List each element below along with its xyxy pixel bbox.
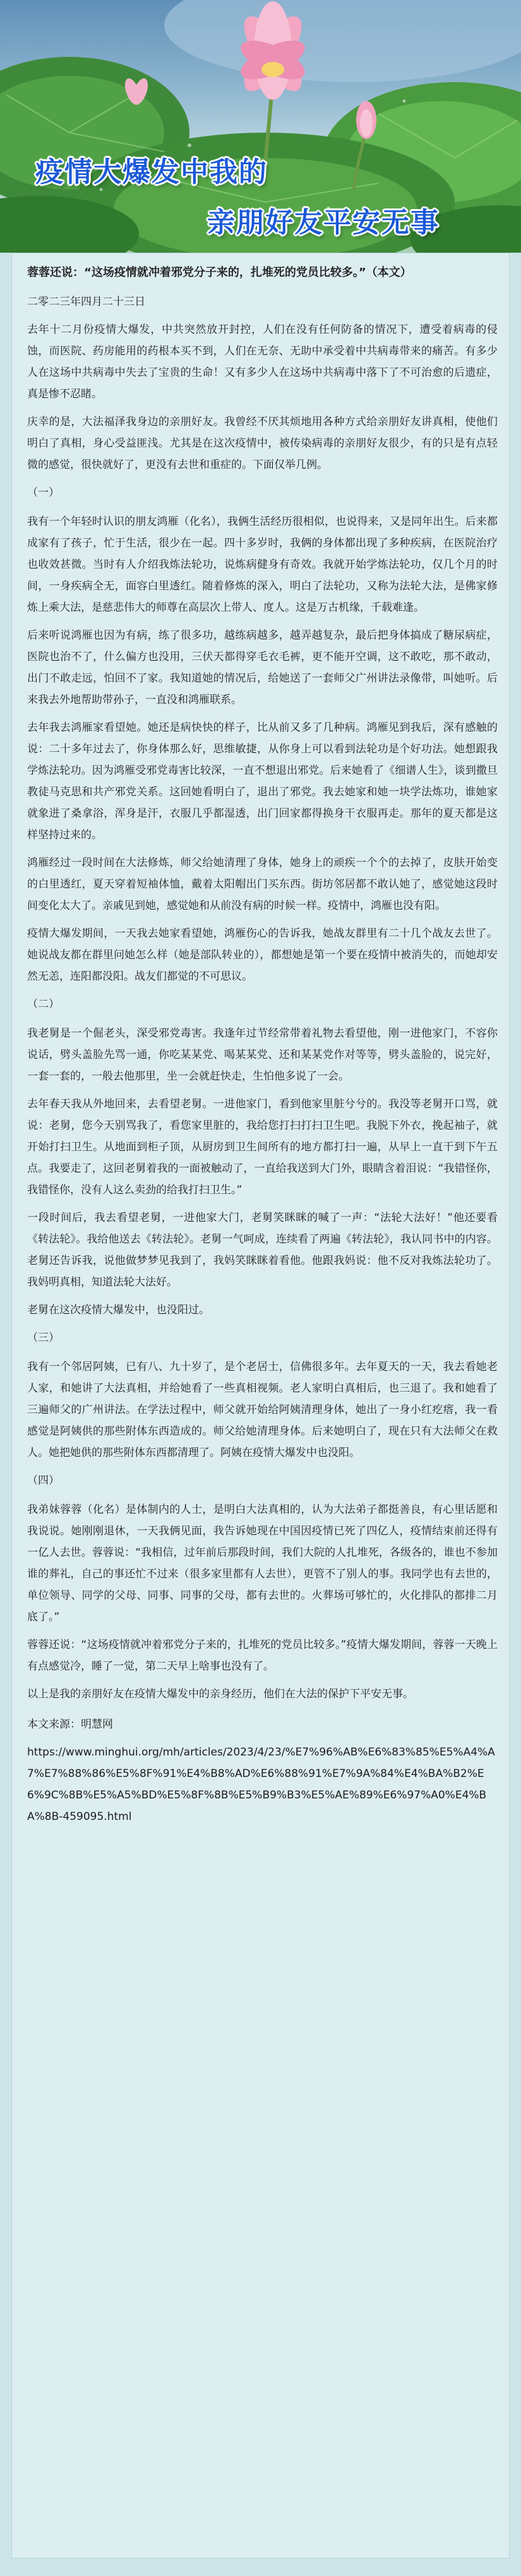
- section-heading: （四）: [27, 1474, 59, 1487]
- body-paragraph: 一段时间后，我去看望老舅，一进他家大门，老舅笑眯眯的喊了一声：“法轮大法好！”他还要看《转法轮》。我给他送去《转法轮》。老舅一气呵成，连续看了两遍《转法轮》，我认同书中的内容。老舅还告诉我，说他做梦梦见我到了，我妈笑眯眯着看他。他跟我妈说：他不反对我炼法轮功了。我妈明真相，知道法轮大法好。: [27, 1212, 498, 1289]
- body-paragraph: 去年我去鸿雁家看望她。她还是病快快的样子，比从前又多了几种病。鸿雁见到我后，深有感触的说：二十多年过去了，你身体那么好，思维敏捷，从你身上可以看到法轮功是个好功法。她想跟我学炼法轮功。因为鸿雁受邪党毒害比较深，一直不想退出邪党。后来她看了《细谱人生》，谈到撒旦教徒马克思和共产邪党关系。这回她看明白了，退出了邪党。我去她家和她一块学法炼功，谁她家就象进了桑拿浴，浑身是汗，衣服几乎都湿透，出门回家都得换身干衣服再走。那年的夏天都是这样坚持过来的。: [27, 721, 498, 841]
- article-area: [0, 253, 521, 2576]
- body-paragraph: 老舅在这次疫情大爆发中，也没阳过。: [27, 1304, 210, 1316]
- source-label: 本文来源：明慧网: [27, 1718, 113, 1731]
- body-paragraph: 我弟妹蓉蓉（化名）是体制内的人士，是明白大法真相的，认为大法弟子都挺善良，有心里话愿和我说说。她刚刚退休，一天我俩见面，我告诉她现在中国因疫情已死了四亿人，疫情结束前还得有一亿人去世。蓉蓉说：“我相信，过年前后那段时间，我们大院的人扎堆死，各级各的，谁也不参加谁的葬礼，自己的事还忙不过来（很多家里都有人去世），更管不了别人的事。我同学也有去世的，单位领导、同学的父母、同事、同事的父母，都有去世的。火葬场可够忙的，火化排队的都排二月底了。”: [27, 1503, 498, 1623]
- body-paragraph: 去年春天我从外地回来，去看望老舅。一进他家门，看到他家里脏兮兮的。我没等老舅开口骂，就说：老舅，您今天别骂我了，看您家里脏的，我给您打扫打扫卫生吧。我脱下外衣，挽起袖子，就开始打扫卫生。从地面到柜子顶，从厨房到卫生间所有的地方都打扫一遍，从早上一直干到下午五点。我要走了，这回老舅着我的一面被触动了，一直给我送到大门外，眼睛含着泪说：“我错怪你，我错怪你，没有人这么卖劲的给我打扫卫生。”: [27, 1098, 498, 1196]
- intro-paragraph: 庆幸的是，大法福泽我身边的亲朋好友。我曾经不厌其烦地用各种方式给亲朋好友讲真相，使他们明白了真相，身心受益匪浅。尤其是在这次疫情中，被传染病毒的亲朋好友很少，有的只是有点轻微的感觉，很快就好了，更没有去世和重症的。下面仅举几例。: [27, 416, 498, 471]
- body-paragraph: 以上是我的亲朋好友在疫情大爆发中的亲身经历，他们在大法的保护下平安无事。: [27, 1688, 414, 1700]
- article-headline: 蓉蓉还说：“这场疫情就冲着邪党分子来的，扎堆死的党员比较多。”（本文）: [27, 266, 412, 279]
- article-content: [12, 253, 509, 1827]
- header-banner: [0, 0, 521, 253]
- body-paragraph: 我有一个邻居阿姨，已有八、九十岁了，是个老居士，信佛很多年。去年夏天的一天，我去看她老人家，和她讲了大法真相，并给她看了一些真相视频。老人家明白真相后，也三退了。我和她看了三遍师父的广州讲法。在学法过程中，师父就开始给阿姨清理身体，她出了一身小红疙瘩，我一看感觉是阿姨供的那些附体东西造成的。师父给她清理身体。后来她明白了，现在只有大法师父在救人。她把她供的那些附体东西都清理了。阿姨在疫情大爆发中也没阳。: [27, 1361, 498, 1459]
- article-box: [11, 253, 510, 2558]
- banner-title-line2: 亲朋好友平安无事: [207, 207, 440, 239]
- body-paragraph: 鸿雁经过一段时间在大法修炼，师父给她清理了身体，她身上的顽疾一个个的去掉了，皮肤开始变的白里透红，夏天穿着短袖体恤，戴着太阳帽出门买东西。街坊邻居都不敢认她了，感觉她这段时间变化太大了。亲戚见到她，感觉她和从前没有病的时候一样。疫情中，鸿雁也没有阳。: [27, 857, 498, 912]
- section-heading: （一）: [27, 486, 59, 499]
- body-paragraph: 疫情大爆发期间，一天我去她家看望她，鸿雁伤心的告诉我，她战友群里有二十几个战友去世了。她说战友都在群里问她怎么样（她是部队转业的），都想她是第一个要在疫情中被消失的，而她却安然无恙，连阳都没阳。战友们都觉的不可思议。: [27, 927, 498, 983]
- source-link[interactable]: https://www.minghui.org/mh/articles/2023/4/23/%E7%96%AB%E6%83%85%E5%A4%A7%E7%88%86%E5%8F%91%E4%B8%AD%E6%88%91%E7%9A%84%E4%BA%B2%E6%9C%8B%E5%A5%BD%E5%8F%8B%E5%B9%B3%E5%AE%89%E6%97%A0%E4%BA%8B-459095.html: [27, 1746, 495, 1823]
- body-paragraph: 我老舅是一个倔老头，深受邪党毒害。我逢年过节经常带着礼物去看望他，刚一进他家门，不容你说话，劈头盖脸先骂一通，你吃某某党、喝某某党、还和某某党作对等等，劈头盖脸的，说完好，一套一套的，一般去他那里，坐一会就赶快走，生怕他多说了一会。: [27, 1027, 498, 1083]
- section-heading: （二）: [27, 998, 59, 1011]
- body-paragraph: 蓉蓉还说：“这场疫情就冲着邪党分子来的，扎堆死的党员比较多。”疫情大爆发期间，蓉蓉一天晚上有点感觉冷，睡了一觉，第二天早上啥事也没有了。: [27, 1639, 498, 1673]
- section-heading: （三）: [27, 1332, 59, 1344]
- body-paragraph: 后来听说鸿雁也因为有病，练了很多功，越练病越多，越弄越复杂，最后把身体搞成了糖尿病症，医院也治不了，什么偏方也没用，三伏天都得穿毛衣毛裤，更不能开空调，这不敢吃，那不敢动，出门不敢走远，怕回不了家。我知道她的情况后，给她送了一套师父广州讲法录像带，叫她听。后来我去外地帮助带孙子，一直没和鸿雁联系。: [27, 629, 498, 706]
- intro-paragraph: 去年十二月份疫情大爆发，中共突然放开封控，人们在没有任何防备的情况下，遭受着病毒的侵蚀，而医院、药房能用的药根本买不到，人们在无奈、无助中承受着中共病毒带来的痛苦。有多少人在这场中共病毒中失去了宝贵的生命！又有多少人在这场中共病毒中落下了不可治愈的后遗症，真是惨不忍睹。: [27, 323, 498, 400]
- body-paragraph: 我有一个年轻时认识的朋友鸿雁（化名），我俩生活经历很相似，也说得来，又是同年出生。后来都成家有了孩子，忙于生活，很少在一起。四十多岁时，我俩的身体都出现了多种疾病，在医院治疗也收效甚微。当时有人介绍我炼法轮功，说炼病健身有奇效。我就开始学炼法轮功，仅几个月的时间，一身疾病全无，面容白里透红。随着修炼的深入，明白了法轮功，又称为法轮大法，是佛家修炼上乘大法，是慈悲伟大的师尊在高层次上带人、度人。这是万古机缘，千载难逢。: [27, 515, 498, 614]
- article-date: 二零二三年四月二十三日: [27, 296, 145, 308]
- banner-title-line1: 疫情大爆发中我的: [35, 156, 268, 188]
